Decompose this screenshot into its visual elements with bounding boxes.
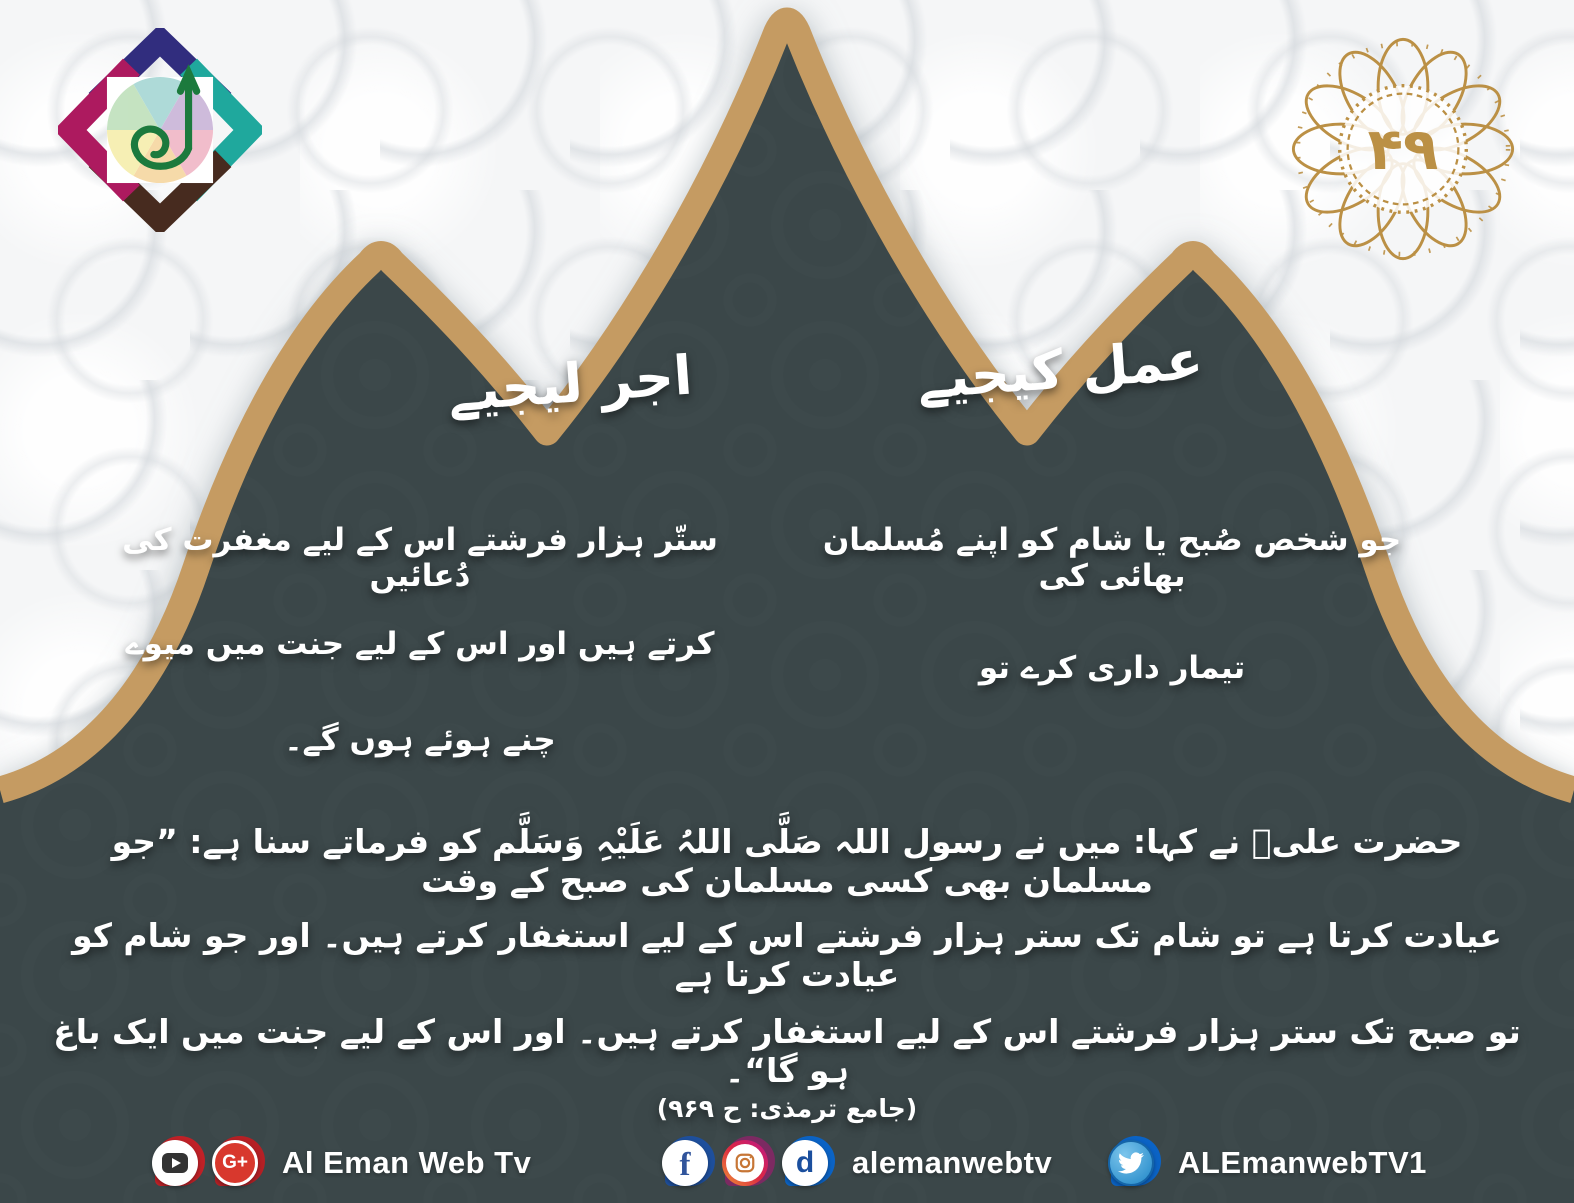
- action-text-line2: تیمار داری کرے تو: [978, 650, 1246, 686]
- episode-number: ۴۹: [1367, 115, 1439, 183]
- al-eman-logo-mark: [58, 28, 262, 232]
- reward-text-line1: ستّر ہزار فرشتے اس کے لیے مغفرت کی دُعائیں: [122, 522, 718, 594]
- reward-text-line2: کرتے ہیں اور اس کے لیے جنت میں میوے: [125, 626, 715, 662]
- heading-do-the-deed: عمل کیجیے: [915, 328, 1205, 411]
- footer-social-group: [662, 1132, 1052, 1194]
- al-eman-logo: [58, 28, 262, 232]
- twitter-icon[interactable]: [1108, 1138, 1158, 1188]
- hadith-reference: (جامع ترمذی: ح ۹۶۹): [656, 1094, 918, 1123]
- instagram-icon[interactable]: [722, 1138, 772, 1188]
- channel-name-label: Al Eman Web Tv: [282, 1145, 532, 1180]
- action-text-line1: جو شخص صُبح یا شام کو اپنے مُسلمان بھائی کی: [822, 522, 1402, 594]
- heading-take-the-reward: اجر لیجیے: [445, 343, 695, 424]
- footer-twitter-group: [1108, 1132, 1427, 1194]
- footer-channel-group: [152, 1132, 531, 1194]
- twitter-handle-label: ALEmanwebTV1: [1178, 1145, 1427, 1180]
- reward-text-line3: چنے ہوئے ہوں گے۔: [284, 722, 556, 758]
- hadith-line1: حضرت علیؓ نے کہا: میں نے رسول اللہ صَلَّی اللہُ عَلَیْہِ وَسَلَّم کو فرماتے سنا ہے: ”جو مسلمان بھی کسی مسلمان کی صبح کے وقت: [111, 822, 1463, 900]
- hadith-line2: عیادت کرتا ہے تو شام تک ستر ہزار فرشتے اس کے لیے استغفار کرتے ہیں۔ اور جو شام کو عیادت کرتا ہے: [72, 916, 1502, 994]
- google-plus-icon[interactable]: G+: [212, 1138, 262, 1188]
- dailymotion-icon[interactable]: d: [782, 1138, 832, 1188]
- facebook-icon[interactable]: f: [662, 1138, 712, 1188]
- hadith-line3: تو صبح تک ستر ہزار فرشتے اس کے لیے استغفار کرتے ہیں۔ اور اس کے لیے جنت میں ایک باغ ہو گا“۔: [53, 1012, 1521, 1090]
- youtube-icon[interactable]: [152, 1138, 202, 1188]
- episode-badge: [1290, 36, 1516, 262]
- social-handle-label: alemanwebtv: [852, 1145, 1053, 1180]
